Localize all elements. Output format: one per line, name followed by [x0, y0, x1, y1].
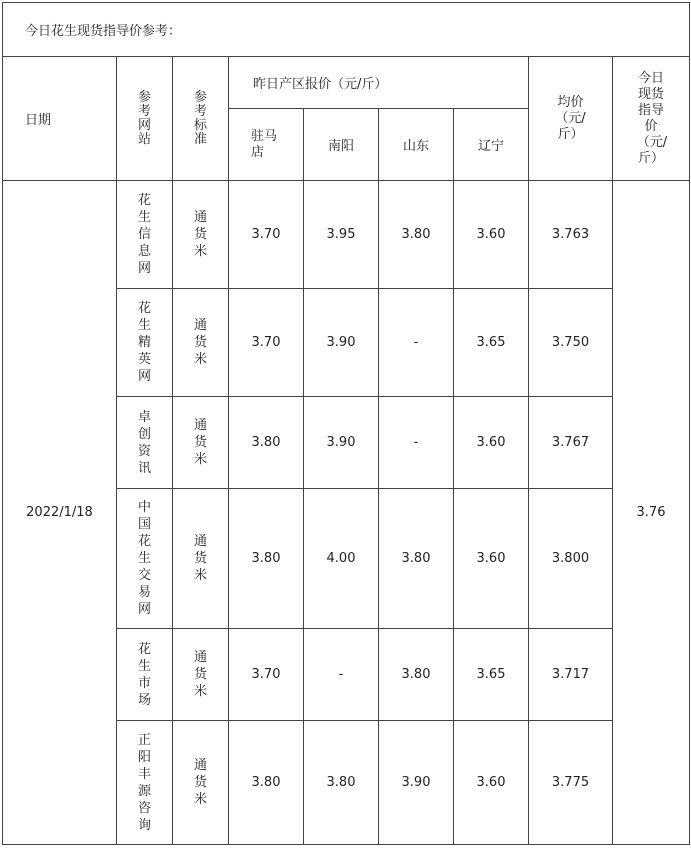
- standard-cell: 通货米: [173, 289, 229, 397]
- shandong-cell: -: [379, 397, 454, 489]
- site-cell: 花生精英网: [117, 289, 173, 397]
- avg-cell: 3.800: [529, 489, 613, 629]
- table-row: [3, 181, 690, 289]
- shandong-cell: 3.80: [379, 181, 454, 289]
- title-row: [3, 3, 690, 57]
- guide-price-cell: 3.76: [613, 181, 690, 845]
- price-table: [2, 2, 690, 845]
- header-region-nanyang: 南阳: [304, 109, 379, 181]
- zhumadian-cell: 3.70: [229, 181, 304, 289]
- site-cell: 中国花生交易网: [117, 489, 173, 629]
- header-site: 参考网站: [117, 57, 173, 181]
- site-cell: 花生信息网: [117, 181, 173, 289]
- header-region-liaoning: 辽宁: [454, 109, 529, 181]
- nanyang-cell: 3.90: [304, 397, 379, 489]
- avg-cell: 3.775: [529, 721, 613, 845]
- zhumadian-cell: 3.80: [229, 721, 304, 845]
- header-date: 日期: [3, 57, 117, 181]
- zhumadian-cell: 3.70: [229, 289, 304, 397]
- header-guide: 今日现货指导价（元/斤）: [613, 57, 690, 181]
- shandong-cell: 3.80: [379, 489, 454, 629]
- zhumadian-cell: 3.80: [229, 489, 304, 629]
- standard-cell: 通货米: [173, 397, 229, 489]
- standard-cell: 通货米: [173, 181, 229, 289]
- header-standard: 参考标准: [173, 57, 229, 181]
- zhumadian-cell: 3.70: [229, 629, 304, 721]
- header-yesterday-group: 昨日产区报价（元/斤）: [229, 57, 529, 109]
- nanyang-cell: 4.00: [304, 489, 379, 629]
- header-row-1: [3, 57, 690, 109]
- header-region-zhumadian: 驻马店: [229, 109, 304, 181]
- avg-cell: 3.750: [529, 289, 613, 397]
- nanyang-cell: -: [304, 629, 379, 721]
- avg-cell: 3.767: [529, 397, 613, 489]
- liaoning-cell: 3.65: [454, 289, 529, 397]
- shandong-cell: 3.90: [379, 721, 454, 845]
- site-cell: 卓创资讯: [117, 397, 173, 489]
- avg-cell: 3.717: [529, 629, 613, 721]
- liaoning-cell: 3.60: [454, 721, 529, 845]
- nanyang-cell: 3.95: [304, 181, 379, 289]
- table-title: 今日花生现货指导价参考：: [3, 3, 690, 57]
- standard-cell: 通货米: [173, 721, 229, 845]
- shandong-cell: -: [379, 289, 454, 397]
- date-cell: 2022/1/18: [3, 181, 117, 845]
- header-region-shandong: 山东: [379, 109, 454, 181]
- avg-cell: 3.763: [529, 181, 613, 289]
- zhumadian-cell: 3.80: [229, 397, 304, 489]
- shandong-cell: 3.80: [379, 629, 454, 721]
- liaoning-cell: 3.60: [454, 397, 529, 489]
- liaoning-cell: 3.65: [454, 629, 529, 721]
- nanyang-cell: 3.80: [304, 721, 379, 845]
- nanyang-cell: 3.90: [304, 289, 379, 397]
- site-cell: 花生市场: [117, 629, 173, 721]
- site-cell: 正阳丰源咨询: [117, 721, 173, 845]
- header-avg: 均价（元/斤）: [529, 57, 613, 181]
- standard-cell: 通货米: [173, 489, 229, 629]
- standard-cell: 通货米: [173, 629, 229, 721]
- liaoning-cell: 3.60: [454, 181, 529, 289]
- liaoning-cell: 3.60: [454, 489, 529, 629]
